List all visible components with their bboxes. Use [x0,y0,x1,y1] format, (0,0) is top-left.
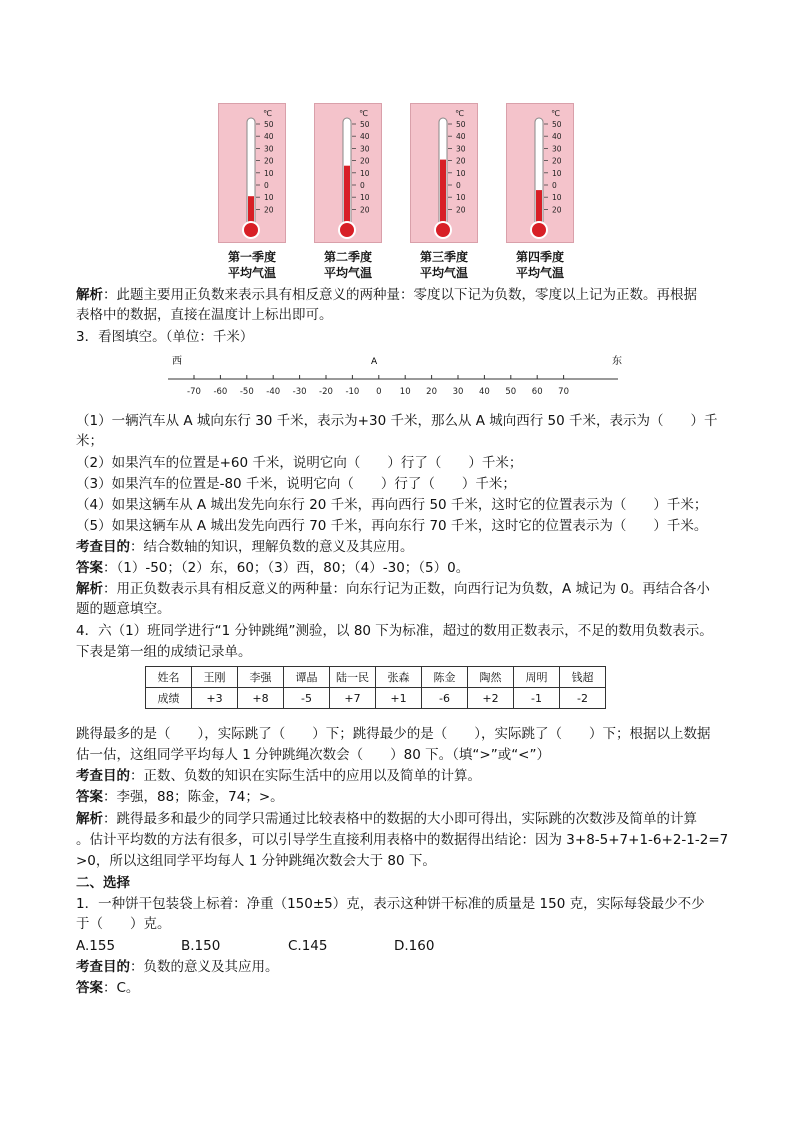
scale-label: 40 [552,132,562,142]
q3-part4: （4）如果这辆车从 A 城出发先向东行 20 千米，再向西行 50 千米，这时它的位置表示为（ ）千米； [76,497,708,513]
unit-label: ℃ [263,109,272,118]
scale-label: 20 [456,205,466,215]
option-b: B.150 [181,938,221,954]
scale-label: 20 [264,156,274,166]
q3-part3: （3）如果汽车的位置是-80 千米，说明它向（ ）行了（ ）千米； [76,476,516,492]
s2-answer: 答案：C。 [76,980,140,996]
table-cell: -6 [422,688,468,709]
scale-label: 50 [552,120,562,129]
scale-label: 10 [360,168,370,178]
table-cell: 周明 [514,667,560,688]
s2-options [76,937,434,956]
scale-label: 10 [552,193,562,203]
table-cell: +2 [468,688,514,709]
scale-label: 40 [456,132,466,142]
s2-goal: 考查目的：负数的意义及其应用。 [76,959,279,975]
thermometer-q4 [506,103,574,281]
scale-label: 0 [552,181,557,190]
axis-tick-label: 20 [426,387,438,397]
east-label: 东 [612,356,622,367]
table-cell: 张森 [376,667,422,688]
thermometer-bulb [243,222,259,238]
thermometer-q1 [218,103,286,281]
axis-tick-label: 30 [452,387,464,397]
scale-label: 30 [456,144,466,154]
scale-label: 0 [264,181,269,190]
table-cell: +1 [376,688,422,709]
table-cell: 陆一民 [330,667,376,688]
table-cell: 王刚 [192,667,238,688]
scale-label: 30 [360,144,370,154]
scale-label: 20 [456,156,466,166]
s2-q1a: 1．一种饼干包装袋上标着：净重（150±5）克，表示这种饼干标准的质量是 150 克，实际每袋最少不少 [76,896,705,912]
mercury-column [440,160,446,228]
option-a: A.155 [76,938,116,954]
scale-label: 20 [552,156,562,166]
scale-label: 30 [552,144,562,154]
thermometer-graphic [507,104,573,242]
thermometer-caption: 第二季度 平均气温 [323,250,372,280]
q4-text2: 估一估，这组同学平均每人 1 分钟跳绳次数会（ ）80 下。（填“>”或“<”） [76,747,550,763]
scale-label: 10 [264,193,274,203]
q3-part2: （2）如果汽车的位置是+60 千米，说明它向（ ）行了（ ）千米； [76,455,523,471]
axis-tick-label: -10 [345,387,360,397]
q3-analysis1: 解析：用正负数表示具有相反意义的两种量：向东行记为正数，向西行记为负数，A 城记为 0。再结合各小 [76,581,710,597]
table-cell: 谭晶 [284,667,330,688]
scale-label: 10 [360,193,370,203]
thermometer-caption: 第三季度 平均气温 [419,250,468,280]
q4-line1: 4．六（1）班同学进行“1 分钟跳绳”测验，以 80 下为标准，超过的数用正数表示，不足的数用负数表示。 [76,623,713,639]
scale-label: 0 [456,181,461,190]
thermometer-caption: 第一季度 平均气温 [227,250,276,280]
scale-label: 10 [456,168,466,178]
q3-analysis2: 题的题意填空。 [76,601,171,617]
q2-analysis-line2: 表格中的数据，直接在温度计上标出即可。 [76,307,333,323]
thermometer-figure [218,103,598,283]
thermometer-graphic [219,104,285,242]
table-cell: 姓名 [146,667,192,688]
mercury-column [344,166,350,228]
table-row [146,667,606,688]
axis-tick-label: -70 [187,387,201,397]
scale-label: 20 [264,205,274,215]
axis-tick-label: 50 [505,387,517,397]
axis-tick-label: -40 [266,387,281,397]
scale-label: 0 [360,181,365,190]
scale-label: 50 [456,120,466,129]
score-table [145,666,606,709]
table-cell: 钱超 [560,667,606,688]
unit-label: ℃ [359,109,368,118]
center-label: A [371,357,378,367]
thermometer-bulb [339,222,355,238]
q4-analysis3: >0，所以这组同学平均每人 1 分钟跳绳次数会大于 80 下。 [76,853,436,869]
thermometer-graphic [315,104,381,242]
q4-analysis2: 。估计平均数的方法有很多，可以引导学生直接利用表格中的数据得出结论：因为 3+8-5+7+1-6+2-1-2=7 [76,832,729,848]
q3-answer: 答案：（1）-50；（2）东，60；（3）西，80；（4）-30；（5）0。 [76,560,470,576]
q4-line2: 下表是第一组的成绩记录单。 [76,644,252,660]
axis-tick-label: 70 [558,387,570,397]
thermometer-graphic [411,104,477,242]
s2-q1b: 于（ ）克。 [76,916,171,932]
q3-part1b: 米； [76,433,103,449]
table-cell: -1 [514,688,560,709]
scale-label: 20 [360,156,370,166]
table-cell: -2 [560,688,606,709]
table-cell: +3 [192,688,238,709]
option-d: D.160 [394,938,435,954]
axis-tick-label: 0 [376,387,382,397]
scale-label: 40 [264,132,274,142]
q3-part5: （5）如果这辆车从 A 城出发先向西行 70 千米，再向东行 70 千米，这时它的位置表示为（ ）千米。 [76,518,708,534]
table-cell: -5 [284,688,330,709]
table-cell: 陈金 [422,667,468,688]
scale-label: 50 [360,120,370,129]
table-cell: +8 [238,688,284,709]
scale-label: 10 [264,168,274,178]
scale-label: 40 [360,132,370,142]
axis-tick-label: -50 [239,387,254,397]
section-heading: 二、选择 [76,875,130,891]
scale-label: 20 [552,205,562,215]
q3-goal: 考查目的：结合数轴的知识，理解负数的意义及其应用。 [76,539,414,555]
q4-goal: 考查目的：正数、负数的知识在实际生活中的应用以及简单的计算。 [76,768,481,784]
thermometer-q3 [410,103,478,281]
q4-analysis1: 解析：跳得最多和最少的同学只需通过比较表格中的数据的大小即可得出，实际跳的次数涉及简单的计算 [76,811,697,827]
unit-label: ℃ [455,109,464,118]
axis-tick-label: 10 [399,387,411,397]
table-cell: +7 [330,688,376,709]
thermometer-q2 [314,103,382,281]
table-cell: 陶然 [468,667,514,688]
axis-tick-label: -20 [319,387,333,397]
scale-label: 50 [264,120,274,129]
axis-tick-label: -30 [292,387,307,397]
q3-part1a: （1）一辆汽车从 A 城向东行 30 千米，表示为+30 千米，那么从 A 城向西行 50 千米，表示为（ ）千 [76,413,718,429]
scale-label: 10 [552,168,562,178]
scale-label: 10 [456,193,466,203]
option-c: C.145 [288,938,328,954]
q3-title: 3．看图填空。（单位：千米） [76,329,254,345]
scale-label: 20 [360,205,370,215]
axis-tick-label: -60 [213,387,228,397]
number-line [166,352,626,402]
q4-answer: 答案：李强，88；陈金，74；>。 [76,789,284,805]
west-label: 西 [172,356,182,367]
thermometer-bulb [435,222,451,238]
table-cell: 成绩 [146,688,192,709]
axis-tick-label: 40 [478,387,490,397]
scale-label: 30 [264,144,274,154]
q4-text1: 跳得最多的是（ ），实际跳了（ ）下；跳得最少的是（ ），实际跳了（ ）下；根据以上数据 [76,726,711,742]
table-cell: 李强 [238,667,284,688]
thermometer-caption: 第四季度 平均气温 [515,250,564,280]
table-row [146,688,606,709]
thermometer-bulb [531,222,547,238]
unit-label: ℃ [551,109,560,118]
axis-tick-label: 60 [531,387,543,397]
q2-analysis-line1: 解析：此题主要用正负数来表示具有相反意义的两种量：零度以下记为负数，零度以上记为正数。再根据 [76,287,697,303]
